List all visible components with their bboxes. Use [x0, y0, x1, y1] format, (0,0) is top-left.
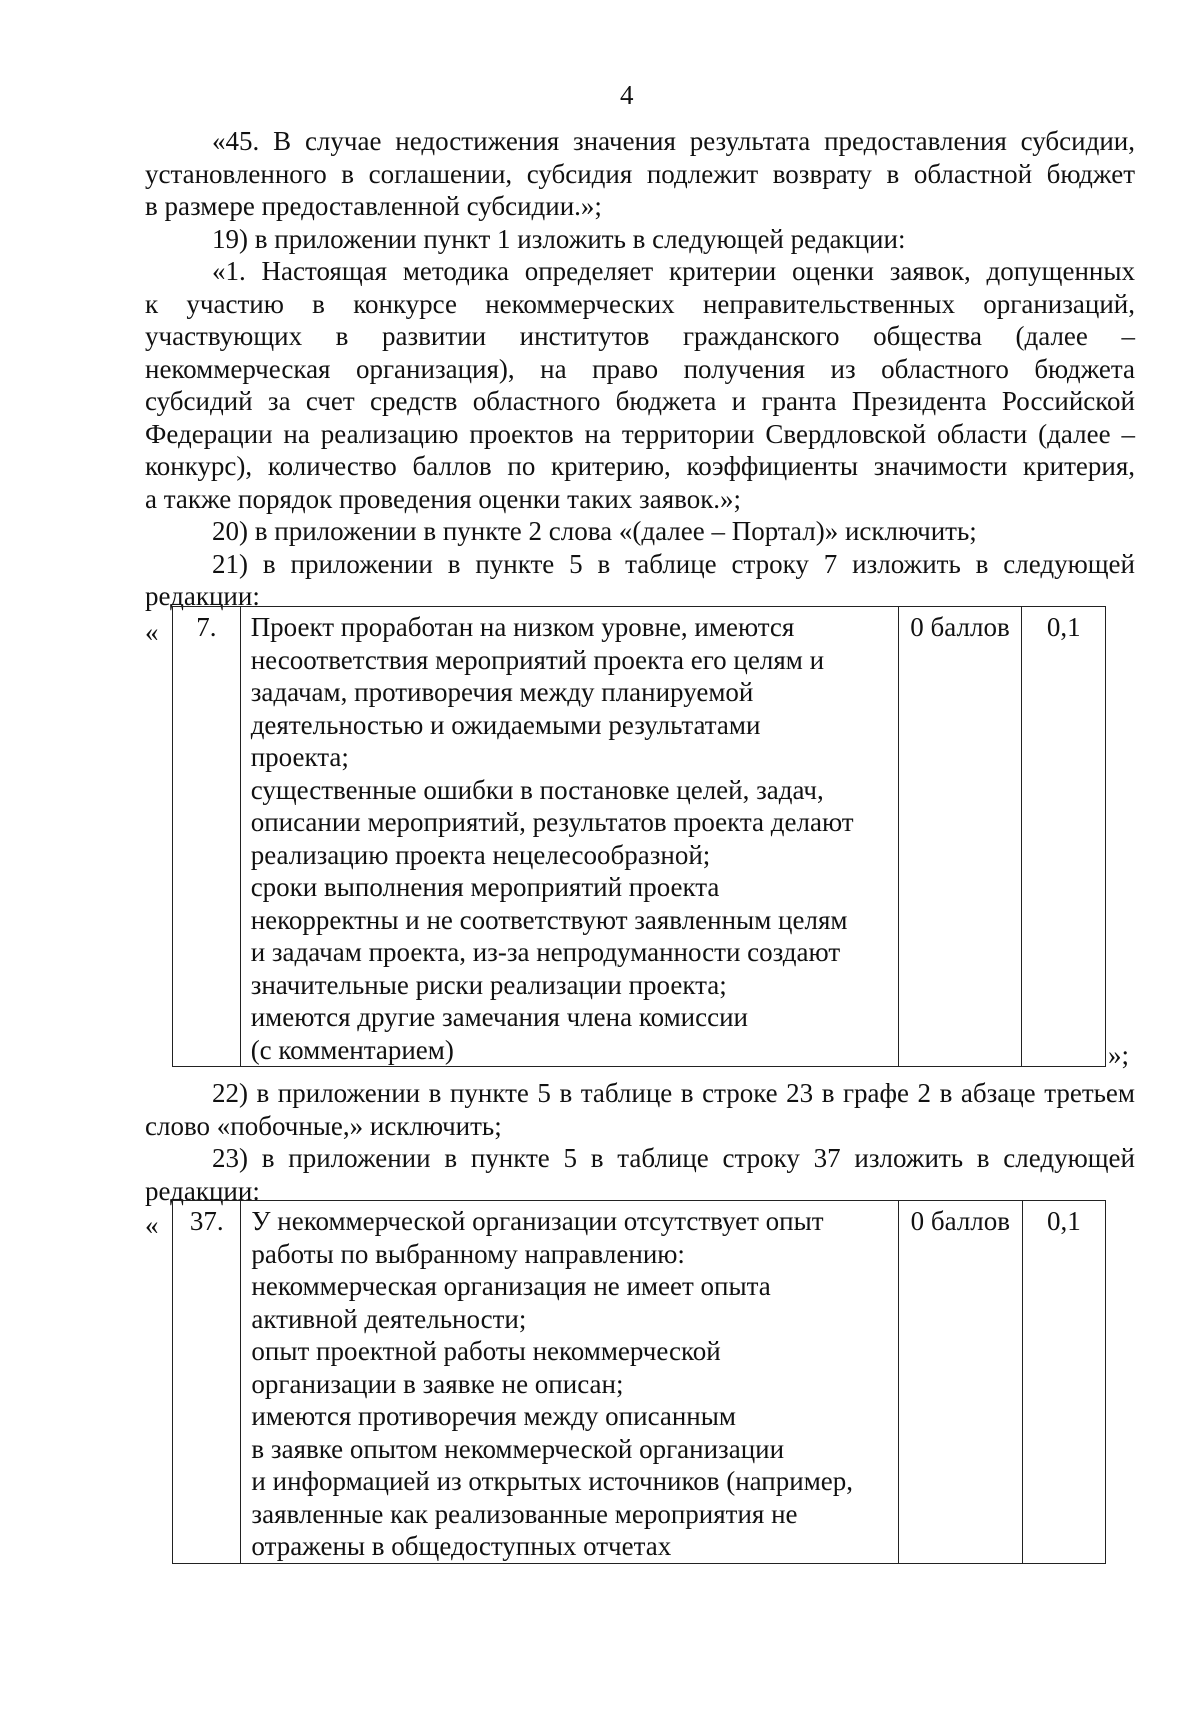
text-line: «45. В случае недостижения значения результата предоставления субсидии, [212, 126, 1135, 156]
criterion-text-cell [240, 607, 898, 1067]
criterion-line: работы по выбранному направлению: [251, 1238, 685, 1269]
close-quote: »; [1108, 1040, 1130, 1070]
text-line: 20) в приложении в пункте 2 слова «(далее – Портал)» исключить; [212, 516, 977, 546]
criterion-line: некорректны и не соответствуют заявленным целям [250, 904, 848, 935]
criterion-line: сроки выполнения мероприятий проекта [250, 872, 720, 902]
criterion-line: Проект проработан на низком уровне, имеются [250, 612, 795, 642]
criterion-line: существенные ошибки в постановке целей, задач, [250, 774, 824, 805]
criterion-line: проекта; [250, 742, 349, 772]
text-line: «1. Настоящая методика определяет критерии оценки заявок, допущенных [212, 256, 1135, 286]
criterion-text-cell [241, 1201, 899, 1564]
text-line: некоммерческая организация), на право получения из областного бюджета [145, 353, 1135, 384]
criterion-line: опыт проектной работы некоммерческой [251, 1336, 721, 1366]
text-line: 21) в приложении в пункте 5 в таблице строку 7 изложить в следующей [212, 548, 1135, 579]
row-number-cell: 37. [173, 1201, 241, 1564]
coefficient-cell: 0,1 [1022, 607, 1106, 1067]
table-row [173, 1201, 1106, 1564]
text-line: участвующих в развитии институтов гражданского общества (далее – [145, 321, 1135, 351]
points-cell: 0 баллов [898, 607, 1022, 1067]
text-line: конкурс), количество баллов по критерию, коэффициенты значимости критерия, [145, 451, 1135, 481]
criterion-line: в заявке опытом некоммерческой организации [251, 1433, 785, 1464]
criteria-table-row-7 [172, 606, 1106, 1067]
text-line: 19) в приложении пункт 1 изложить в следующей редакции: [212, 223, 906, 254]
text-line: установленного в соглашении, субсидия подлежит возврату в областной бюджет [145, 158, 1135, 189]
open-quote: « [145, 617, 159, 647]
criterion-line: реализацию проекта нецелесообразной; [250, 839, 711, 870]
criterion-line: (с комментарием) [250, 1034, 454, 1065]
criterion-line: имеются противоречия между описанным [251, 1401, 736, 1431]
criterion-line: активной деятельности; [251, 1303, 527, 1334]
criterion-line: несоответствия мероприятий проекта его целям и [250, 644, 825, 675]
text-line: субсидий за счет средств областного бюджета и гранта Президента Российской [145, 386, 1135, 416]
criterion-line: отражены в общедоступных отчетах [251, 1531, 672, 1561]
text-line: 23) в приложении в пункте 5 в таблице строку 37 изложить в следующей [212, 1143, 1135, 1173]
criterion-line: значительные риски реализации проекта; [250, 969, 727, 1000]
text-line: редакции: [145, 1175, 260, 1206]
page-number: 4 [620, 80, 634, 110]
points-cell: 0 баллов [898, 1201, 1022, 1564]
text-line: а также порядок проведения оценки таких заявок.»; [145, 483, 742, 514]
text-line: Федерации на реализацию проектов на территории Свердловской области (далее – [145, 418, 1135, 449]
criterion-line: У некоммерческой организации отсутствует опыт [251, 1206, 824, 1236]
text-line: слово «побочные,» исключить; [145, 1110, 502, 1141]
criterion-line: задачам, противоречия между планируемой [250, 677, 754, 707]
coefficient-cell: 0,1 [1022, 1201, 1105, 1564]
text-line: 22) в приложении в пункте 5 в таблице в строке 23 в графе 2 в абзаце третьем [212, 1078, 1135, 1108]
open-quote: « [145, 1210, 159, 1240]
text-line: в размере предоставленной субсидии.»; [145, 191, 602, 221]
text-line: редакции: [145, 581, 260, 611]
criterion-line: описании мероприятий, результатов проекта делают [250, 807, 854, 837]
criterion-line: организации в заявке не описан; [251, 1368, 624, 1399]
table-row [173, 607, 1106, 1067]
criterion-line: деятельностью и ожидаемыми результатами [250, 709, 761, 740]
criterion-line: и задачам проекта, из-за непродуманности создают [250, 937, 841, 967]
criterion-line: заявленные как реализованные мероприятия не [251, 1498, 798, 1529]
text-line: к участию в конкурсе некоммерческих неправительственных организаций, [145, 288, 1135, 319]
row-number-cell: 7. [173, 607, 241, 1067]
criteria-table-row-37 [172, 1200, 1106, 1564]
criterion-line: и информацией из открытых источников (например, [251, 1466, 854, 1496]
criterion-line: некоммерческая организация не имеет опыта [251, 1271, 771, 1301]
criterion-line: имеются другие замечания члена комиссии [250, 1002, 748, 1032]
